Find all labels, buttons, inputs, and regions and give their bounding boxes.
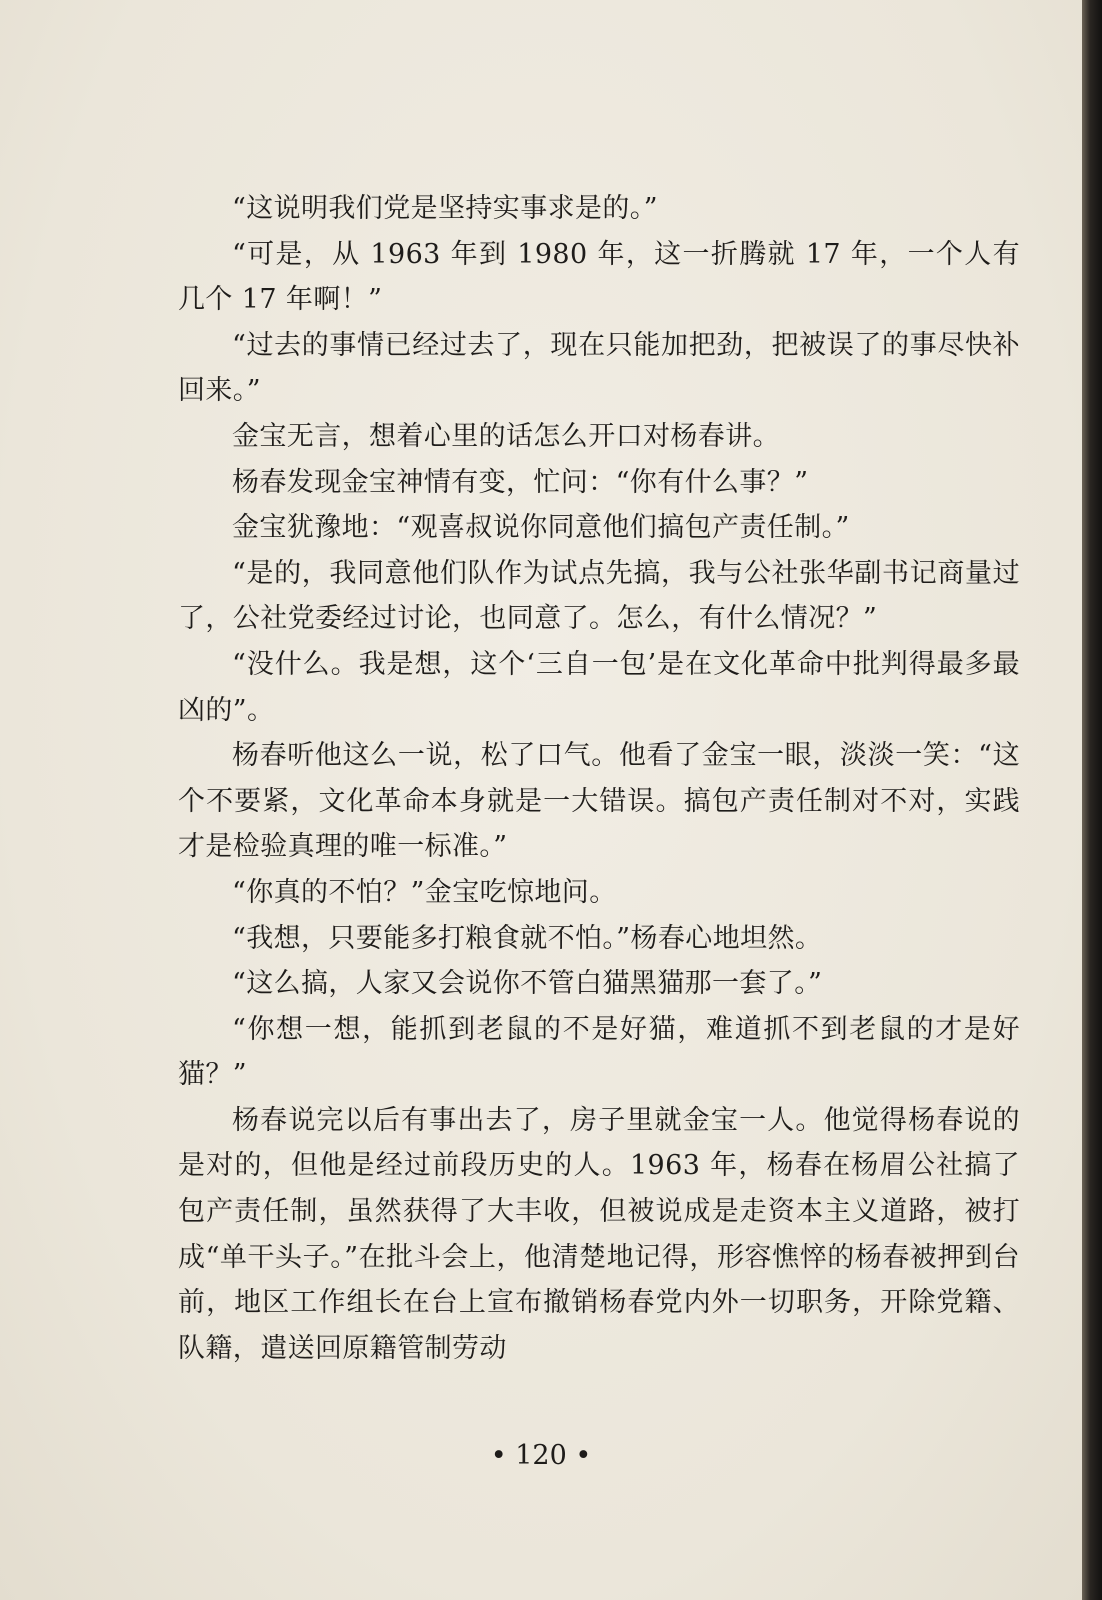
page-number: • 120 • [490, 1440, 592, 1471]
paragraph-4: 金宝无言，想着心里的话怎么开口对杨春讲。 [232, 420, 780, 452]
body-text [178, 186, 1020, 1371]
paragraph-9: 杨春听他这么一说，松了口气。他看了金宝一眼，淡淡一笑：“这个不要紧，文化革命本身就是一大错误。搞包产责任制对不对，实践才是检验真理的唯一标准。” [178, 740, 1020, 863]
paragraph-12: “这么搞，人家又会说你不管白猫黑猫那一套了。” [232, 968, 823, 1000]
paragraph-13: “你想一想，能抓到老鼠的不是好猫，难道抓不到老鼠的才是好猫？” [178, 1013, 1020, 1091]
paragraph-2: “可是，从 1963 年到 1980 年，这一折腾就 17 年，一个人有几个 17 年啊！” [178, 238, 1020, 316]
paragraph-6: 金宝犹豫地：“观喜叔说你同意他们搞包产责任制。” [232, 512, 850, 544]
paragraph-5: 杨春发现金宝神情有变，忙问：“你有什么事？” [232, 466, 809, 498]
paragraph-10: “你真的不怕？”金宝吃惊地问。 [232, 876, 617, 908]
page-edge-shadow [1082, 0, 1102, 1600]
paragraph-11: “我想，只要能多打粮食就不怕。”杨春心地坦然。 [232, 922, 823, 954]
paragraph-7: “是的，我同意他们队作为试点先搞，我与公社张华副书记商量过了，公社党委经过讨论，也同意了。怎么，有什么情况？” [178, 557, 1020, 635]
paragraph-3: “过去的事情已经过去了，现在只能加把劲，把被误了的事尽快补回来。” [178, 329, 1020, 407]
paragraph-1: “这说明我们党是坚持实事求是的。” [232, 193, 658, 224]
paragraph-8: “没什么。我是想，这个‘三自一包’是在文化革命中批判得最多最凶的”。 [178, 648, 1020, 726]
paragraph-14: 杨春说完以后有事出去了，房子里就金宝一人。他觉得杨春说的是对的，但他是经过前段历史的人。1963 年，杨春在杨眉公社搞了包产责任制，虽然获得了大丰收，但被说成是走资本主义道路，被打成“单干头子。”在批斗会上，他清楚地记得，形容憔悴的杨春被押到台前，地区工作组长在台上宣布撤销杨春党内外一切职务，开除党籍、队籍，遣送回原籍管制劳动 [178, 1104, 1020, 1364]
